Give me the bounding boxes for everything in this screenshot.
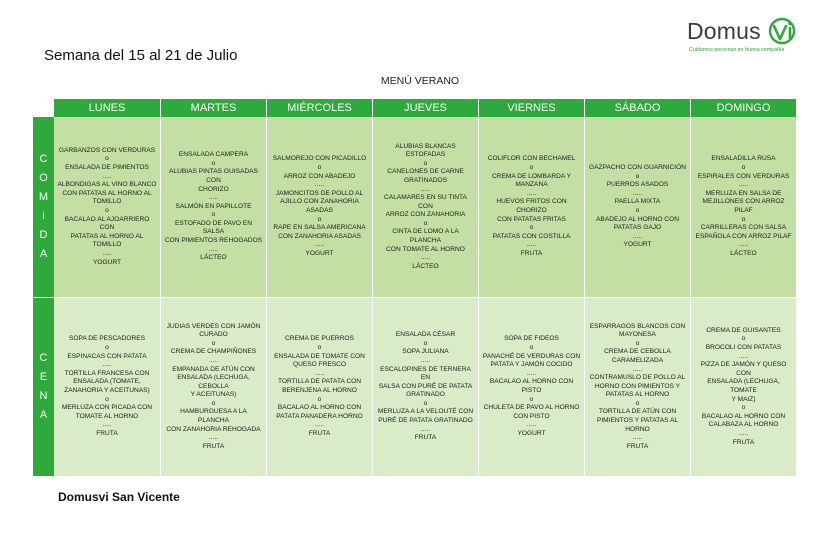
day-header-sabado: SÁBADO bbox=[585, 99, 691, 117]
comida-cell-jueves bbox=[373, 117, 479, 298]
center-name: Domusvi San Vicente bbox=[58, 490, 180, 504]
comida-menu-text: ENSALADA CAMPERA o ALUBIAS PINTAS GUISADAS CON CHORIZO ..... SALMÓN EN PAPILLOTE o ESTOFADO DE PAVO EN SALSA CON PIMIENTOS REHOGADOS ..... LÁCTEO bbox=[164, 151, 263, 262]
menu-title: MENÚ VERANO bbox=[380, 75, 460, 87]
comida-cell-domingo bbox=[691, 117, 797, 298]
comida-menu-text: GAZPACHO CON GUARNICIÓN o PUERROS ASADOS ..... PAELLA MIXTA o ABADEJO AL HORNO CON PATATAS GAJO ..... YOGURT bbox=[589, 164, 686, 249]
comida-menu-text: ENSALADILLA RUSA o ESPIRALES CON VERDURAS ..... MERLUZA EN SALSA DE MEJILLONES CON ARROZ PILAF o CARRILLERAS CON SALSA ESPAÑOLA CON ARROZ PILAF ..... LÁCTEO bbox=[695, 155, 792, 257]
comida-cell-lunes bbox=[54, 117, 161, 298]
logo-tagline: Cuidamos personas en buena compañía bbox=[689, 47, 785, 53]
day-header-jueves: JUEVES bbox=[373, 99, 479, 117]
comida-cell-miercoles bbox=[267, 117, 373, 298]
comida-cell-viernes bbox=[479, 117, 585, 298]
day-header-domingo: DOMINGO bbox=[691, 99, 797, 117]
comida-menu-text: ALUBIAS BLANCAS ESTOFADAS o CANELONES DE CARNE GRATINADOS ..... CALAMARES EN SU TINTA CON ARROZ CON ZANAHORIA o CINTA DE LOMO A LA PLANCHA CON TOMATE AL HORNO ..... LÁCTEO bbox=[384, 142, 467, 270]
cena-menu-text: ESPARRAGOS BLANCOS CON MAYONESA o CREMA DE CEBOLLA CARAMELIZADA ..... CONTRAMUSLO DE POLLO AL HORNO CON PIMIENTOS Y PATATAS AL HORNO o TORTILLA DE ATÚN CON PIMIENTOS Y PATATAS AL HORNO ..... FRUTA bbox=[589, 322, 686, 450]
cena-cell-martes bbox=[161, 298, 267, 477]
comida-cell-martes bbox=[161, 117, 267, 298]
logo-text: Domus bbox=[687, 18, 761, 44]
week-title: Semana del 15 al 21 de Julio bbox=[44, 47, 238, 64]
day-header-miercoles: MIÉRCOLES bbox=[267, 99, 373, 117]
day-header-martes: MARTES bbox=[161, 99, 267, 117]
comida-menu-text: SALMOREJO CON PICADILLO o ARROZ CON ABADEJO ..... JAMONCITOS DE POLLO AL AJILLO CON ZANAHORIA ASADAS o RAPE EN SALSA AMERICANA CON ZANAHORIA ASADAS ..... YOGURT bbox=[272, 155, 367, 257]
cena-menu-text: SOPA DE PESCADORES o ESPINACAS CON PATATA ..... TORTILLA FRANCESA CON ENSALADA (TOMATE, ZANAHORIA Y ACEITUNAS) o MERLUZA CON PICADA CON TOMATE AL HORNO ..... FRUTA bbox=[61, 335, 153, 437]
logo-vi-icon bbox=[767, 15, 797, 45]
cena-menu-text: SOPA DE FIDEOS o PANACHÉ DE VERDURAS CON PATATA Y JAMÓN COCIDO ..... BACALAO AL HORNO CON PISTO o CHULETA DE PAVO AL HORNO CON PISTO ..... YOGURT bbox=[482, 335, 581, 437]
cena-cell-sabado bbox=[585, 298, 691, 477]
cena-menu-text: JUDIAS VERDES CON JAMÓN CURADO o CREMA DE CHAMPIÑONES ..... EMPANADA DE ATÚN CON ENSALADA (LECHUGA, CEBOLLA Y ACEITUNAS) o HAMBURGUESA A LA PLANCHA CON ZANAHORIA REHOGADA ..... FRUTA bbox=[166, 322, 261, 450]
cena-cell-domingo bbox=[691, 298, 797, 477]
comida-menu-text: GARBANZOS CON VERDURAS o ENSALADA DE PIMIENTOS ..... ALBONDIGAS AL VINO BLANCO CON PATATAS AL HORNO AL TOMILLO o BACALAO AL AJOARRIERO CON PATATAS AL HORNO AL TOMILLO ..... YOGURT bbox=[57, 146, 157, 266]
section-label-cena: C E N A bbox=[33, 298, 54, 476]
domusvi-logo bbox=[687, 18, 817, 58]
day-header-lunes: LUNES bbox=[54, 99, 161, 117]
cena-menu-text: ENSALADA CÉSAR o SOPA JULIANA ..... ESCALOPINES DE TERNERA EN SALSA CON PURÉ DE PATATA GRATINADO o MERLUZA A LA VELOUTÉ CON PURÉ DE PATATA GRATINADO ..... FRUTA bbox=[377, 331, 474, 442]
section-label-comida: C O M I D A bbox=[33, 117, 54, 297]
cena-cell-viernes bbox=[479, 298, 585, 477]
cena-cell-jueves bbox=[373, 298, 479, 477]
cena-menu-text: CREMA DE GUISANTES o BROCOLI CON PATATAS ..... PIZZA DE JAMÓN Y QUESO CON ENSALADA (LECHUGA, TOMATE Y MAIZ) o BACALAO AL HORNO CON CALABAZA AL HORNO ..... FRUTA bbox=[700, 326, 787, 446]
comida-cell-sabado bbox=[585, 117, 691, 298]
cena-menu-text: CREMA DE PUERROS o ENSALADA DE TOMATE CON QUESO FRESCO ..... TORTILLA DE PATATA CON BERENJENA AL HORNO o BACALAO AL HORNO CON PATATA PANADERA HORNO ..... FRUTA bbox=[274, 335, 365, 437]
cena-cell-miercoles bbox=[267, 298, 373, 477]
comida-menu-text: COLIFLOR CON BECHAMEL o CREMA DE LOMBARDA Y MANZANA ..... HUEVOS FRITOS CON CHORIZO CON PATATAS FRITAS o PATATAS CON COSTILLA ..... FRUTA bbox=[487, 155, 576, 257]
day-header-viernes: VIERNES bbox=[479, 99, 585, 117]
cena-cell-lunes bbox=[54, 298, 161, 477]
